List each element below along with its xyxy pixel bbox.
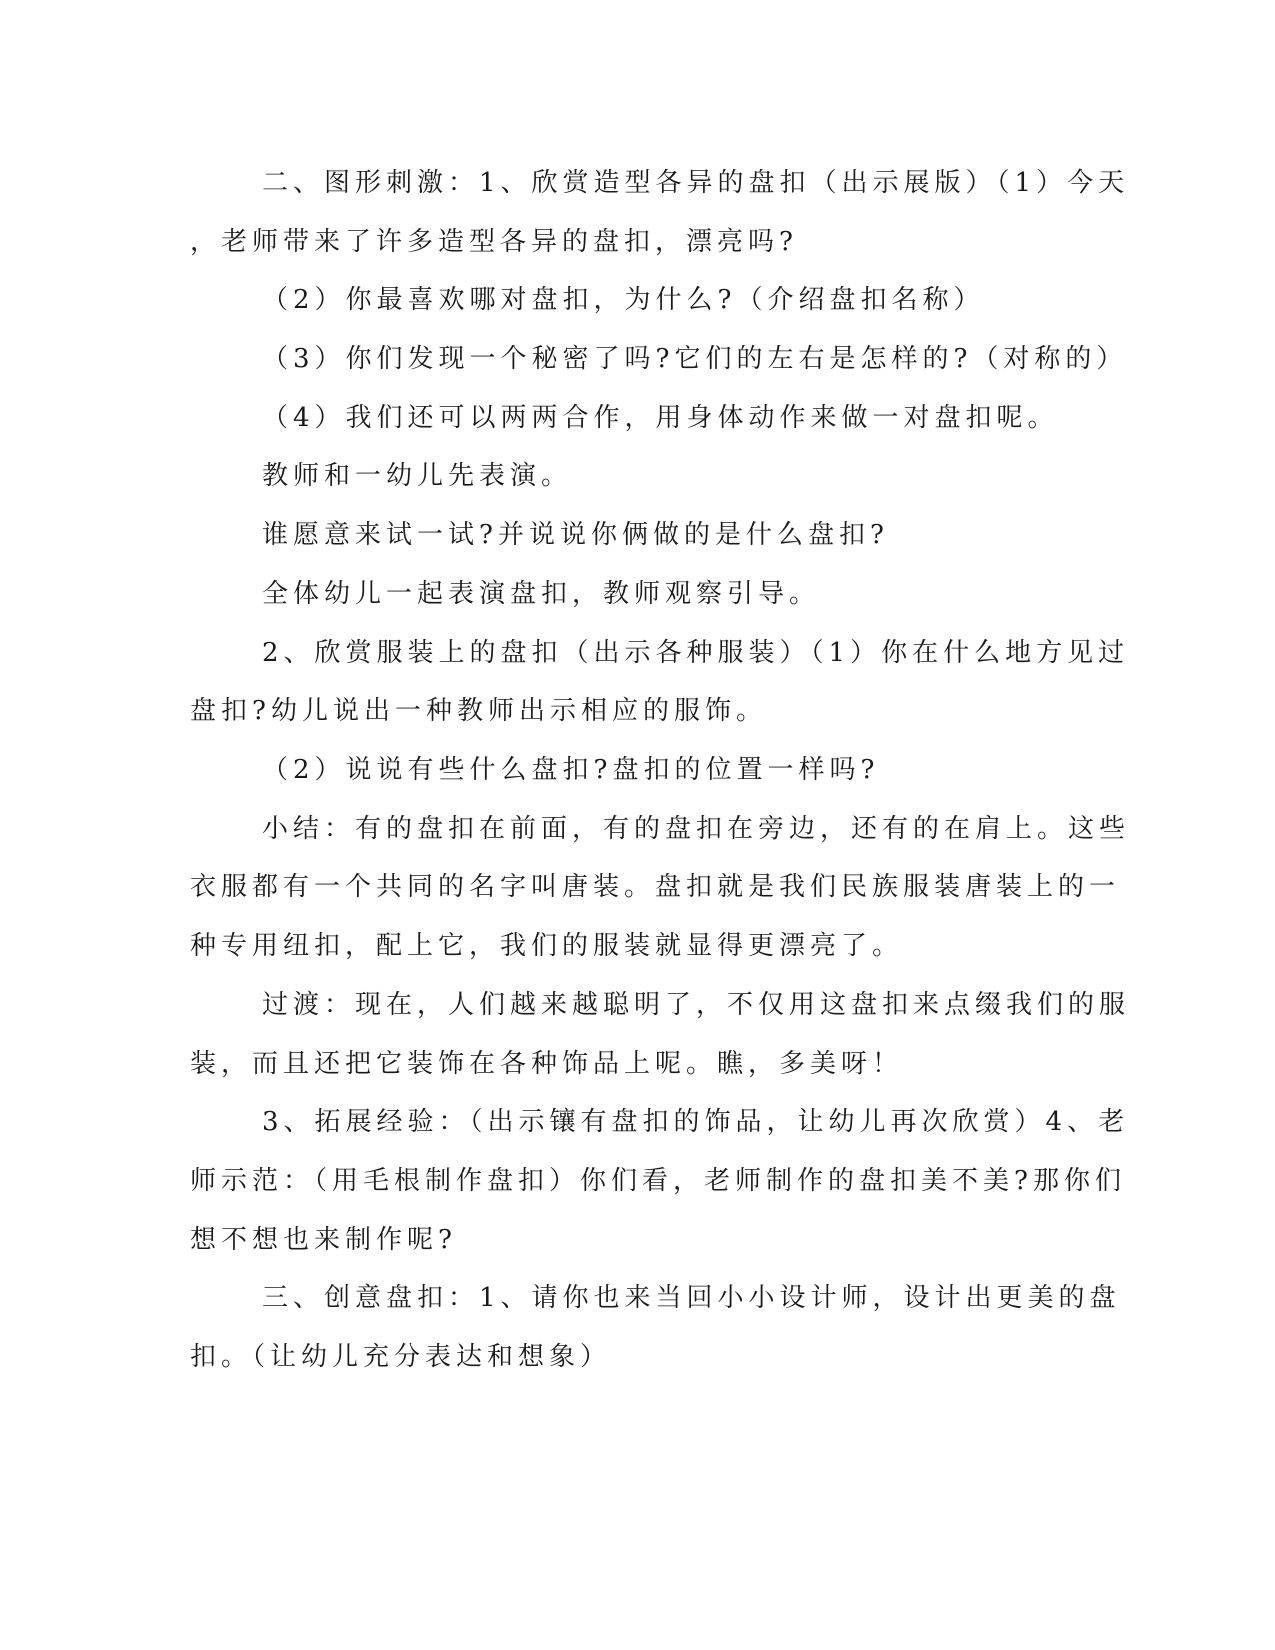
paragraph-line: 过渡：现在，人们越来越聪明了，不仅用这盘扣来点缀我们的服	[262, 990, 1131, 1020]
paragraph-line: 三、创意盘扣：1、请你也来当回小小设计师，设计出更美的盘	[262, 1283, 1121, 1313]
paragraph-line: （4）我们还可以两两合作，用身体动作来做一对盘扣呢。	[262, 403, 1059, 433]
paragraph-line: （3）你们发现一个秘密了吗?它们的左右是怎样的?（对称的）	[262, 344, 1128, 374]
paragraph-line: 扣。（让幼儿充分表达和想象）	[190, 1342, 612, 1372]
paragraph-line: （2）说说有些什么盘扣?盘扣的位置一样吗?	[262, 755, 880, 785]
paragraph-line: ，老师带来了许多造型各异的盘扣，漂亮吗?	[190, 227, 798, 257]
paragraph-line: 盘扣?幼儿说出一种教师出示相应的服饰。	[190, 696, 767, 726]
paragraph-line: 全体幼儿一起表演盘扣，教师观察引导。	[262, 579, 821, 609]
paragraph-line: 2、欣赏服装上的盘扣（出示各种服装）（1）你在什么地方见过	[262, 638, 1130, 668]
paragraph-line: 装，而且还把它装饰在各种饰品上呢。瞧，多美呀！	[190, 1049, 904, 1079]
paragraph-line: 二、图形刺激：1、欣赏造型各异的盘扣（出示展版）（1）今天	[262, 168, 1130, 198]
paragraph-line: （2）你最喜欢哪对盘扣，为什么?（介绍盘扣名称）	[262, 285, 985, 315]
paragraph-line: 3、拓展经验：（出示镶有盘扣的饰品，让幼儿再次欣赏）4、老	[262, 1107, 1130, 1137]
paragraph-line: 想不想也来制作呢?	[190, 1225, 457, 1255]
paragraph-line: 教师和一幼儿先表演。	[262, 461, 573, 491]
paragraph-line: 种专用纽扣，配上它，我们的服装就显得更漂亮了。	[190, 931, 904, 961]
paragraph-line: 衣服都有一个共同的名字叫唐装。盘扣就是我们民族服装唐装上的一	[190, 872, 1121, 902]
paragraph-line: 小结：有的盘扣在前面，有的盘扣在旁边，还有的在肩上。这些	[262, 814, 1131, 844]
paragraph-line: 谁愿意来试一试?并说说你俩做的是什么盘扣?	[262, 520, 889, 550]
paragraph-line: 师示范：（用毛根制作盘扣）你们看，老师制作的盘扣美不美?那你们	[190, 1166, 1126, 1196]
